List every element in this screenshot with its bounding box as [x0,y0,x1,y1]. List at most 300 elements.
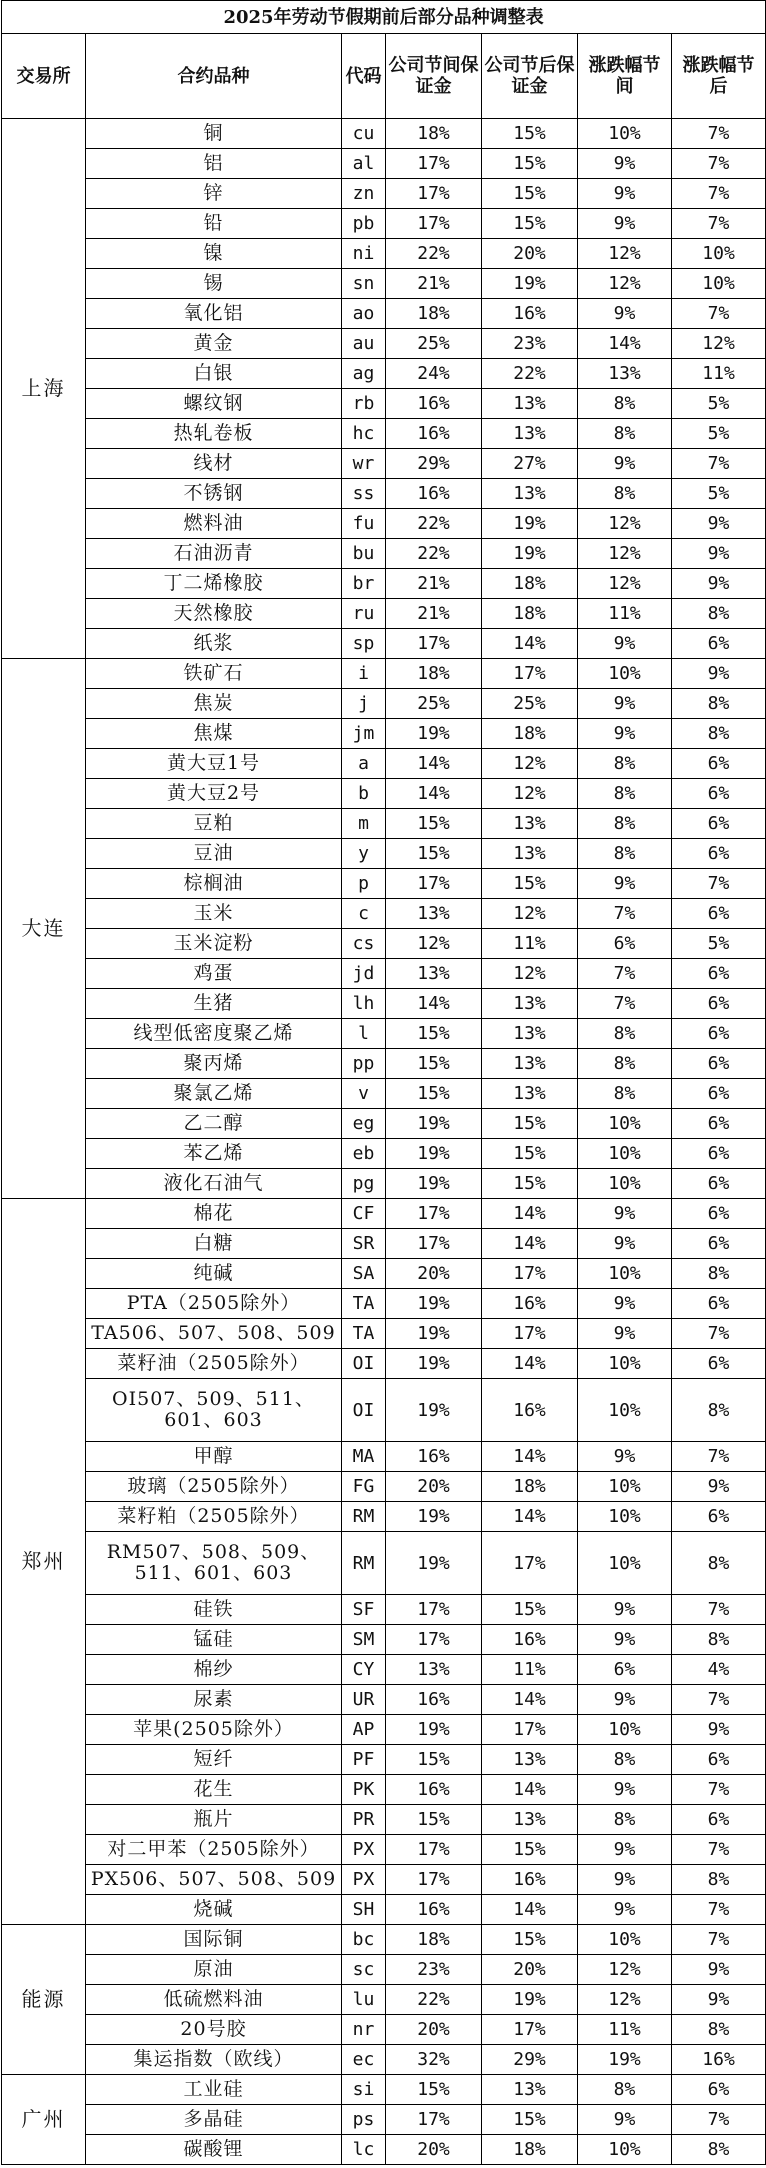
limit-after-cell: 7% [672,1925,766,1955]
limit-after-cell: 6% [672,839,766,869]
limit-holiday-cell: 9% [578,719,672,749]
table-row [2,1835,766,1865]
limit-after-cell: 11% [672,359,766,389]
margin-holiday-cell: 17% [386,2105,482,2135]
margin-after-cell: 17% [482,1319,578,1349]
product-name-cell: TA506、507、508、509 [86,1319,342,1349]
table-row [2,2075,766,2105]
margin-after-cell: 15% [482,1139,578,1169]
margin-holiday-cell: 21% [386,569,482,599]
limit-after-cell: 9% [672,539,766,569]
margin-after-cell: 11% [482,1655,578,1685]
limit-holiday-cell: 8% [578,389,672,419]
limit-holiday-cell: 8% [578,779,672,809]
product-name-cell: 苹果(2505除外） [86,1715,342,1745]
limit-holiday-cell: 8% [578,1745,672,1775]
code-cell: br [342,569,386,599]
table-row [2,629,766,659]
limit-holiday-cell: 10% [578,1169,672,1199]
limit-after-cell: 7% [672,1895,766,1925]
table-row [2,1955,766,1985]
code-cell: SR [342,1229,386,1259]
limit-after-cell: 8% [672,689,766,719]
code-cell: al [342,149,386,179]
limit-holiday-cell: 8% [578,419,672,449]
margin-holiday-cell: 18% [386,299,482,329]
limit-holiday-cell: 7% [578,899,672,929]
margin-after-cell: 13% [482,419,578,449]
limit-after-cell: 9% [672,1715,766,1745]
product-name-cell: 棕榈油 [86,869,342,899]
limit-after-cell: 6% [672,1502,766,1532]
margin-after-cell: 15% [482,209,578,239]
margin-after-cell: 15% [482,2105,578,2135]
product-name-cell: 镍 [86,239,342,269]
code-cell: bu [342,539,386,569]
margin-after-cell: 16% [482,1379,578,1442]
margin-after-cell: 20% [482,1955,578,1985]
margin-after-cell: 15% [482,1109,578,1139]
code-cell: sc [342,1955,386,1985]
limit-holiday-cell: 10% [578,1109,672,1139]
margin-after-cell: 19% [482,269,578,299]
limit-holiday-cell: 6% [578,929,672,959]
margin-holiday-cell: 17% [386,209,482,239]
margin-after-cell: 13% [482,1805,578,1835]
product-name-cell: 锰硅 [86,1625,342,1655]
limit-holiday-cell: 9% [578,2105,672,2135]
limit-holiday-cell: 9% [578,149,672,179]
limit-holiday-cell: 8% [578,2075,672,2105]
margin-after-cell: 19% [482,509,578,539]
margin-holiday-cell: 25% [386,329,482,359]
limit-after-cell: 7% [672,1595,766,1625]
code-cell: l [342,1019,386,1049]
limit-after-cell: 6% [672,1745,766,1775]
limit-after-cell: 8% [672,1865,766,1895]
limit-after-cell: 9% [672,509,766,539]
limit-holiday-cell: 8% [578,1019,672,1049]
limit-after-cell: 6% [672,1349,766,1379]
margin-holiday-cell: 18% [386,659,482,689]
margin-holiday-cell: 17% [386,1865,482,1895]
code-cell: TA [342,1289,386,1319]
margin-after-cell: 12% [482,779,578,809]
margin-after-cell: 16% [482,1865,578,1895]
table-row [2,539,766,569]
limit-holiday-cell: 9% [578,299,672,329]
product-name-cell: 鸡蛋 [86,959,342,989]
table-row [2,329,766,359]
margin-holiday-cell: 21% [386,269,482,299]
product-name-cell: 丁二烯橡胶 [86,569,342,599]
table-row [2,1805,766,1835]
margin-holiday-cell: 20% [386,1472,482,1502]
table-row [2,149,766,179]
product-name-cell: 碳酸锂 [86,2135,342,2165]
product-name-cell: 玻璃（2505除外） [86,1472,342,1502]
table-title: 2025年劳动节假期前后部分品种调整表 [2,1,766,34]
limit-after-cell: 7% [672,119,766,149]
exchange-cell: 广州 [2,2075,86,2165]
code-cell: pp [342,1049,386,1079]
code-cell: fu [342,509,386,539]
limit-after-cell: 7% [672,869,766,899]
product-name-cell: 棉纱 [86,1655,342,1685]
table-row [2,239,766,269]
margin-after-cell: 17% [482,659,578,689]
code-cell: a [342,749,386,779]
code-cell: zn [342,179,386,209]
limit-holiday-cell: 10% [578,1139,672,1169]
header-row [2,34,766,119]
header-exchange: 交易所 [2,34,86,119]
code-cell: v [342,1079,386,1109]
product-name-cell: 热轧卷板 [86,419,342,449]
table-row [2,839,766,869]
limit-after-cell: 7% [672,149,766,179]
table-row [2,1655,766,1685]
margin-after-cell: 14% [482,1442,578,1472]
limit-after-cell: 7% [672,2105,766,2135]
limit-after-cell: 6% [672,1109,766,1139]
product-name-cell: 黄大豆2号 [86,779,342,809]
margin-after-cell: 13% [482,1745,578,1775]
margin-after-cell: 11% [482,929,578,959]
margin-holiday-cell: 14% [386,989,482,1019]
margin-holiday-cell: 15% [386,1049,482,1079]
limit-holiday-cell: 12% [578,569,672,599]
table-row [2,359,766,389]
margin-holiday-cell: 25% [386,689,482,719]
limit-holiday-cell: 11% [578,599,672,629]
code-cell: ag [342,359,386,389]
table-row [2,1472,766,1502]
code-cell: sp [342,629,386,659]
margin-holiday-cell: 20% [386,1259,482,1289]
margin-holiday-cell: 15% [386,809,482,839]
limit-holiday-cell: 9% [578,689,672,719]
margin-after-cell: 18% [482,2135,578,2165]
code-cell: cu [342,119,386,149]
code-cell: wr [342,449,386,479]
code-cell: ps [342,2105,386,2135]
code-cell: ni [342,239,386,269]
margin-holiday-cell: 16% [386,1442,482,1472]
code-cell: SA [342,1259,386,1289]
table-row [2,1379,766,1442]
limit-after-cell: 16% [672,2045,766,2075]
code-cell: PR [342,1805,386,1835]
limit-holiday-cell: 14% [578,329,672,359]
margin-after-cell: 13% [482,1049,578,1079]
limit-after-cell: 6% [672,1049,766,1079]
margin-holiday-cell: 19% [386,1349,482,1379]
margin-holiday-cell: 17% [386,1199,482,1229]
table-row [2,269,766,299]
limit-holiday-cell: 9% [578,1442,672,1472]
table-row [2,989,766,1019]
limit-holiday-cell: 8% [578,749,672,779]
product-name-cell: 铝 [86,149,342,179]
table-row [2,1625,766,1655]
product-name-cell: 玉米 [86,899,342,929]
margin-after-cell: 17% [482,1715,578,1745]
code-cell: p [342,869,386,899]
margin-holiday-cell: 17% [386,1835,482,1865]
limit-holiday-cell: 10% [578,659,672,689]
margin-holiday-cell: 15% [386,839,482,869]
margin-after-cell: 13% [482,1019,578,1049]
table-row [2,179,766,209]
code-cell: jm [342,719,386,749]
limit-after-cell: 5% [672,419,766,449]
product-name-cell: 尿素 [86,1685,342,1715]
code-cell: RM [342,1502,386,1532]
limit-after-cell: 8% [672,599,766,629]
table-row [2,1079,766,1109]
limit-holiday-cell: 9% [578,1595,672,1625]
product-name-cell: 国际铜 [86,1925,342,1955]
product-name-cell: 硅铁 [86,1595,342,1625]
limit-after-cell: 9% [672,659,766,689]
code-cell: ss [342,479,386,509]
table-row [2,749,766,779]
product-name-cell: 短纤 [86,1745,342,1775]
table-row [2,389,766,419]
margin-after-cell: 18% [482,1472,578,1502]
margin-after-cell: 16% [482,1625,578,1655]
limit-holiday-cell: 13% [578,359,672,389]
margin-holiday-cell: 19% [386,1169,482,1199]
limit-after-cell: 9% [672,569,766,599]
margin-holiday-cell: 24% [386,359,482,389]
margin-holiday-cell: 16% [386,479,482,509]
table-row [2,1595,766,1625]
limit-holiday-cell: 9% [578,1895,672,1925]
margin-holiday-cell: 15% [386,2075,482,2105]
margin-after-cell: 13% [482,389,578,419]
code-cell: CY [342,1655,386,1685]
product-name-cell: 菜籽粕（2505除外） [86,1502,342,1532]
limit-after-cell: 8% [672,1259,766,1289]
margin-holiday-cell: 22% [386,509,482,539]
code-cell: lh [342,989,386,1019]
header-product: 合约品种 [86,34,342,119]
margin-after-cell: 17% [482,1532,578,1595]
product-name-cell: 螺纹钢 [86,389,342,419]
limit-holiday-cell: 10% [578,1532,672,1595]
margin-after-cell: 19% [482,539,578,569]
limit-holiday-cell: 9% [578,1199,672,1229]
limit-holiday-cell: 19% [578,2045,672,2075]
margin-holiday-cell: 29% [386,449,482,479]
limit-after-cell: 8% [672,2135,766,2165]
limit-after-cell: 8% [672,719,766,749]
margin-after-cell: 25% [482,689,578,719]
limit-after-cell: 9% [672,1985,766,2015]
table-row [2,1289,766,1319]
product-name-cell: 花生 [86,1775,342,1805]
margin-after-cell: 29% [482,2045,578,2075]
margin-holiday-cell: 13% [386,1655,482,1685]
exchange-cell: 上海 [2,119,86,659]
table-row [2,1502,766,1532]
table-row [2,809,766,839]
margin-holiday-cell: 15% [386,1079,482,1109]
limit-holiday-cell: 6% [578,1655,672,1685]
product-name-cell: 聚氯乙烯 [86,1079,342,1109]
table-row [2,689,766,719]
table-row [2,119,766,149]
limit-after-cell: 5% [672,929,766,959]
table-row [2,2135,766,2165]
margin-holiday-cell: 22% [386,239,482,269]
product-name-cell: 氧化铝 [86,299,342,329]
limit-holiday-cell: 9% [578,1775,672,1805]
code-cell: MA [342,1442,386,1472]
product-name-cell: 豆油 [86,839,342,869]
product-name-cell: 焦炭 [86,689,342,719]
code-cell: FG [342,1472,386,1502]
code-cell: UR [342,1685,386,1715]
limit-holiday-cell: 9% [578,209,672,239]
code-cell: ao [342,299,386,329]
code-cell: RM [342,1532,386,1595]
code-cell: bc [342,1925,386,1955]
code-cell: lc [342,2135,386,2165]
limit-after-cell: 8% [672,2015,766,2045]
margin-holiday-cell: 22% [386,1985,482,2015]
margin-holiday-cell: 20% [386,2135,482,2165]
margin-holiday-cell: 14% [386,779,482,809]
header-limit-after: 涨跌幅节后 [672,34,766,119]
margin-after-cell: 14% [482,1199,578,1229]
limit-after-cell: 6% [672,1169,766,1199]
product-name-cell: 黄大豆1号 [86,749,342,779]
margin-after-cell: 15% [482,869,578,899]
limit-after-cell: 6% [672,1079,766,1109]
code-cell: SH [342,1895,386,1925]
table-row [2,1532,766,1595]
margin-holiday-cell: 17% [386,149,482,179]
code-cell: TA [342,1319,386,1349]
product-name-cell: 线材 [86,449,342,479]
limit-holiday-cell: 9% [578,1685,672,1715]
table-row [2,1049,766,1079]
limit-holiday-cell: 8% [578,839,672,869]
limit-after-cell: 6% [672,1019,766,1049]
margin-holiday-cell: 15% [386,1805,482,1835]
limit-after-cell: 7% [672,299,766,329]
code-cell: sn [342,269,386,299]
margin-after-cell: 15% [482,1925,578,1955]
product-name-cell: PTA（2505除外） [86,1289,342,1319]
code-cell: c [342,899,386,929]
margin-holiday-cell: 15% [386,1019,482,1049]
margin-holiday-cell: 17% [386,1595,482,1625]
margin-holiday-cell: 17% [386,179,482,209]
margin-after-cell: 22% [482,359,578,389]
limit-after-cell: 5% [672,389,766,419]
product-name-cell: 多晶硅 [86,2105,342,2135]
margin-holiday-cell: 19% [386,1532,482,1595]
limit-after-cell: 6% [672,749,766,779]
table-row [2,1349,766,1379]
limit-holiday-cell: 8% [578,1049,672,1079]
product-name-cell: PX506、507、508、509 [86,1865,342,1895]
limit-holiday-cell: 12% [578,539,672,569]
limit-holiday-cell: 9% [578,1835,672,1865]
margin-after-cell: 14% [482,1775,578,1805]
product-name-cell: 纸浆 [86,629,342,659]
margin-holiday-cell: 17% [386,869,482,899]
code-cell: PF [342,1745,386,1775]
limit-after-cell: 6% [672,959,766,989]
table-row [2,419,766,449]
margin-after-cell: 12% [482,749,578,779]
product-name-cell: 菜籽油（2505除外） [86,1349,342,1379]
margin-after-cell: 23% [482,329,578,359]
product-name-cell: RM507、508、509、511、601、603 [86,1532,342,1595]
margin-holiday-cell: 19% [386,1109,482,1139]
table-row [2,1199,766,1229]
table-row [2,449,766,479]
product-name-cell: 焦煤 [86,719,342,749]
code-cell: CF [342,1199,386,1229]
table-row [2,1442,766,1472]
margin-holiday-cell: 21% [386,599,482,629]
exchange-cell: 大连 [2,659,86,1199]
code-cell: ru [342,599,386,629]
table-row [2,779,766,809]
code-cell: y [342,839,386,869]
margin-after-cell: 13% [482,809,578,839]
margin-after-cell: 16% [482,299,578,329]
header-limit-holiday: 涨跌幅节间 [578,34,672,119]
limit-after-cell: 5% [672,479,766,509]
product-name-cell: 集运指数（欧线） [86,2045,342,2075]
code-cell: PX [342,1865,386,1895]
limit-after-cell: 7% [672,1835,766,1865]
limit-after-cell: 9% [672,1955,766,1985]
limit-after-cell: 6% [672,1289,766,1319]
product-name-cell: 不锈钢 [86,479,342,509]
code-cell: eb [342,1139,386,1169]
code-cell: rb [342,389,386,419]
margin-after-cell: 13% [482,1079,578,1109]
limit-holiday-cell: 7% [578,989,672,1019]
margin-after-cell: 27% [482,449,578,479]
margin-after-cell: 18% [482,599,578,629]
margin-holiday-cell: 16% [386,389,482,419]
margin-after-cell: 20% [482,239,578,269]
limit-holiday-cell: 9% [578,1289,672,1319]
code-cell: si [342,2075,386,2105]
limit-after-cell: 6% [672,1139,766,1169]
table-row [2,209,766,239]
table-row [2,959,766,989]
table-row [2,509,766,539]
limit-after-cell: 6% [672,989,766,1019]
table-row [2,1775,766,1805]
limit-holiday-cell: 10% [578,1259,672,1289]
margin-holiday-cell: 23% [386,1955,482,1985]
table-row [2,1319,766,1349]
table-row [2,2015,766,2045]
limit-holiday-cell: 10% [578,1472,672,1502]
limit-holiday-cell: 12% [578,269,672,299]
